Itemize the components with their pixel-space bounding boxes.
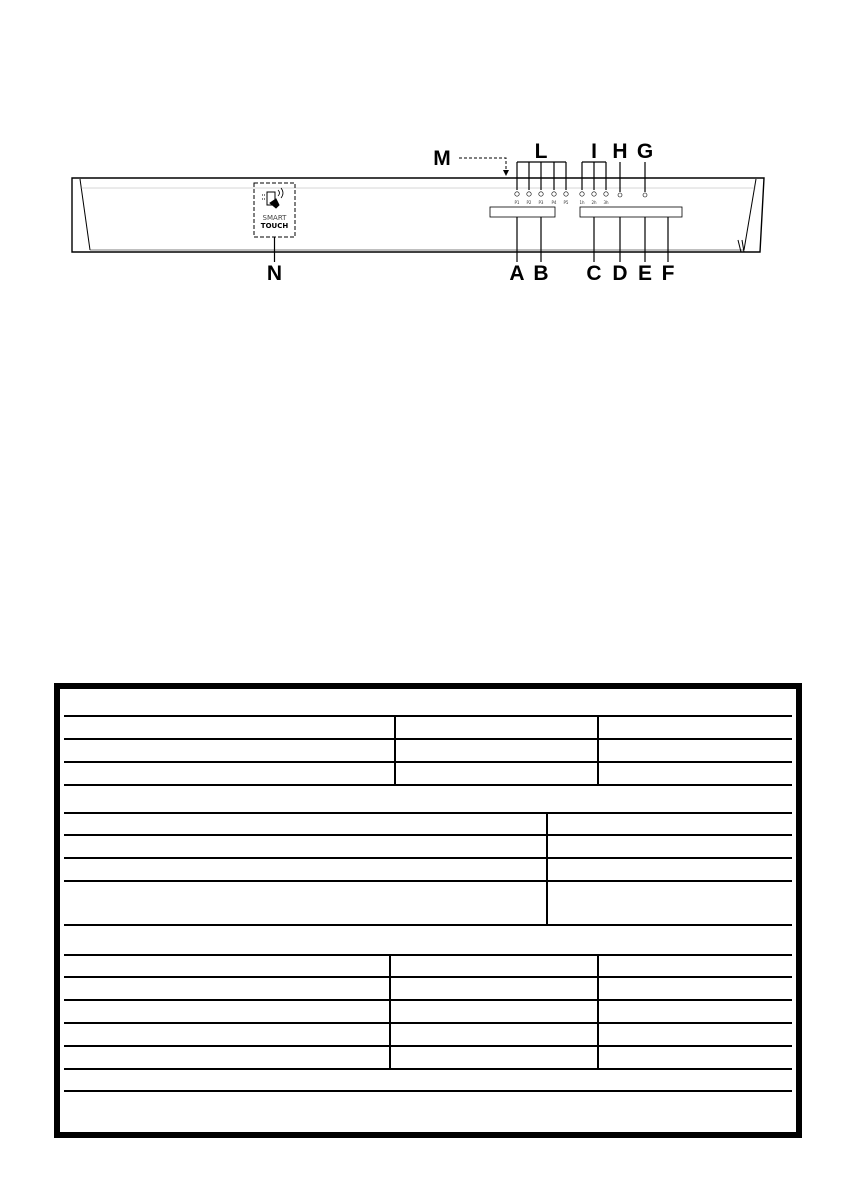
callout-f: F xyxy=(661,262,675,285)
table-row xyxy=(64,954,792,976)
callout-i: I xyxy=(591,140,597,163)
button-g[interactable] xyxy=(643,193,647,197)
table-cell xyxy=(64,689,792,715)
callout-g: G xyxy=(636,140,654,163)
program-button-label: P5 xyxy=(563,200,569,205)
display-window-right xyxy=(580,207,682,217)
table-section-header xyxy=(64,924,792,954)
table-section-header xyxy=(64,784,792,812)
table-cell xyxy=(64,1047,389,1068)
table-cell xyxy=(597,1024,792,1045)
callout-e: E xyxy=(637,262,653,285)
option-button-icon xyxy=(592,192,596,196)
smart-touch-area[interactable] xyxy=(254,183,295,237)
table-cell xyxy=(64,859,546,880)
table-cell xyxy=(64,1024,389,1045)
table-footer-row xyxy=(64,1068,792,1090)
table-row xyxy=(64,880,792,924)
option-button-3[interactable] xyxy=(603,192,609,205)
control-panel xyxy=(72,178,764,252)
table-cell xyxy=(597,740,792,761)
option-button-label: 1h xyxy=(579,200,585,205)
callout-d: D xyxy=(612,262,628,285)
table-cell xyxy=(389,1024,597,1045)
table-row xyxy=(64,761,792,784)
table-cell xyxy=(64,763,394,784)
table-footer-row xyxy=(64,1090,792,1130)
program-button-icon xyxy=(527,192,531,196)
table-cell xyxy=(597,978,792,999)
program-buttons[interactable] xyxy=(515,192,569,205)
table-cell xyxy=(597,1001,792,1022)
callout-l: L xyxy=(534,140,548,163)
table-cell xyxy=(64,814,546,834)
callout-m: M xyxy=(433,147,451,170)
table-row xyxy=(64,857,792,880)
callout-c: C xyxy=(586,262,602,285)
table-row xyxy=(64,812,792,834)
program-button-icon xyxy=(539,192,543,196)
table-row xyxy=(64,1022,792,1045)
program-button-2[interactable] xyxy=(527,192,532,205)
program-button-4[interactable] xyxy=(552,192,557,205)
program-button-3[interactable] xyxy=(539,192,544,205)
table-cell xyxy=(597,1047,792,1068)
program-button-icon xyxy=(564,192,568,196)
callout-h: H xyxy=(612,140,628,163)
table-row xyxy=(64,999,792,1022)
table-cell xyxy=(64,978,389,999)
table-row xyxy=(64,715,792,738)
table-cell xyxy=(64,956,389,976)
callout-b: B xyxy=(533,262,549,285)
table-row xyxy=(64,834,792,857)
option-button-1[interactable] xyxy=(579,192,585,205)
option-button-2[interactable] xyxy=(591,192,597,205)
table-row xyxy=(64,1045,792,1068)
spec-table xyxy=(54,683,802,1138)
program-button-5[interactable] xyxy=(564,192,569,205)
table-section-header xyxy=(64,689,792,715)
table-cell xyxy=(546,836,792,857)
program-button-label: P1 xyxy=(514,200,520,205)
table-cell xyxy=(389,1047,597,1068)
table-cell xyxy=(546,882,792,924)
table-cell xyxy=(64,786,792,812)
table-row xyxy=(64,976,792,999)
table-cell xyxy=(597,717,792,738)
touch-label: TOUCH xyxy=(260,222,289,230)
table-cell xyxy=(64,926,792,954)
program-button-label: P2 xyxy=(526,200,532,205)
table-cell xyxy=(394,763,597,784)
program-button-1[interactable] xyxy=(515,192,520,205)
callout-n: N xyxy=(266,262,283,285)
option-button-label: 3h xyxy=(603,200,609,205)
table-cell xyxy=(394,717,597,738)
callout-lines xyxy=(275,158,669,262)
callout-a: A xyxy=(509,262,525,285)
table-cell xyxy=(546,814,792,834)
option-button-icon xyxy=(604,192,608,196)
table-cell xyxy=(64,717,394,738)
control-panel-diagram xyxy=(0,0,850,300)
program-button-label: P4 xyxy=(551,200,557,205)
table-cell xyxy=(64,836,546,857)
option-button-icon xyxy=(580,192,584,196)
table-cell xyxy=(597,763,792,784)
smart-label: SMART xyxy=(262,214,287,222)
table-cell xyxy=(597,956,792,976)
table-cell xyxy=(64,1070,792,1090)
table-cell xyxy=(64,740,394,761)
display-window-left xyxy=(490,207,555,217)
table-cell xyxy=(389,978,597,999)
option-button-label: 2h xyxy=(591,200,597,205)
program-button-icon xyxy=(515,192,519,196)
table-cell xyxy=(64,882,546,924)
table-cell xyxy=(389,1001,597,1022)
table-row xyxy=(64,738,792,761)
program-button-icon xyxy=(552,192,556,196)
program-button-label: P3 xyxy=(538,200,544,205)
nfc-phone-icon xyxy=(262,188,283,208)
table-cell xyxy=(389,956,597,976)
table-cell xyxy=(64,1001,389,1022)
table-cell xyxy=(546,859,792,880)
table-cell xyxy=(64,1092,792,1130)
table-cell xyxy=(394,740,597,761)
button-h[interactable] xyxy=(618,193,622,197)
option-buttons[interactable] xyxy=(579,192,609,205)
